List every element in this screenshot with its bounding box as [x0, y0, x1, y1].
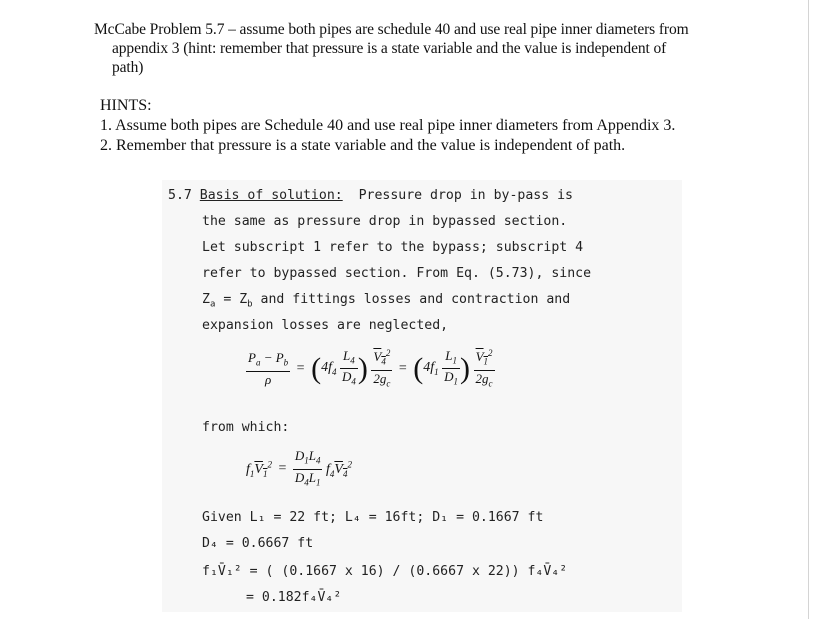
hints-section — [100, 96, 760, 156]
solution-line-1 — [168, 188, 573, 203]
calculation-result: = 0.182f₄V̄₄² — [246, 590, 342, 605]
problem-line-2: appendix 3 (hint: remember that pressure is a state variable and the value is independent of — [112, 40, 667, 57]
hint-item-1: 1. Assume both pipes are Schedule 40 and use real pipe inner diameters from Appendix 3. — [100, 117, 676, 134]
solution-line-2: the same as pressure drop in bypassed section. — [202, 214, 568, 229]
problem-line-1: McCabe Problem 5.7 – assume both pipes are schedule 40 and use real pipe inner diameters from — [94, 21, 689, 38]
calculation-line-1: f₁V̄₁² = ( (0.1667 x 16) / (0.6667 x 22)) f₄V̄₄² — [202, 564, 568, 579]
problem-line-3: path) — [112, 59, 144, 76]
solution-line-6: expansion losses are neglected, — [202, 318, 449, 333]
from-which-label: from which: — [202, 420, 290, 435]
problem-statement — [94, 20, 734, 77]
hints-heading: HINTS: — [100, 97, 152, 114]
pressure-drop-equation: $\frac{P_a - P_b}{\rho}$ = ($4f_4$ $\frac{L_4}{D_4}$ ) $\frac{V_4^2}{2g_c}$ = ($4f_1$ $\frac{L_1}{D_1}$ ) $\frac{V_1^2}{2g_c}$ — [248, 347, 493, 389]
friction-ratio-equation: $f_1V_1^2$ = $\frac{D_1L_4}{D_4L_1}$ $f_4V_4^2$ — [246, 448, 352, 488]
hint-item-2: 2. Remember that pressure is a state variable and the value is independent of path. — [100, 137, 626, 154]
given-values-line-2: D₄ = 0.6667 ft — [202, 536, 314, 551]
solution-line-1-rest: Pressure drop in by-pass is — [358, 188, 573, 203]
page-edge-rule — [808, 0, 809, 619]
solution-line-5: $Z_a = Z_b$ and fittings losses and contraction and — [202, 292, 571, 310]
solution-line-5-rest: and fittings losses and contraction and — [260, 292, 571, 307]
solution-line-4: refer to bypassed section. From Eq. (5.73), since — [202, 266, 592, 281]
solution-line-3: Let subscript 1 refer to the bypass; subscript 4 — [202, 240, 584, 255]
solution-scan-image — [162, 180, 682, 612]
solution-number: 5.7 — [168, 188, 192, 203]
given-values-line-1: Given L₁ = 22 ft; L₄ = 16ft; D₁ = 0.1667 ft — [202, 510, 544, 525]
basis-label: Basis of solution: — [199, 188, 343, 203]
